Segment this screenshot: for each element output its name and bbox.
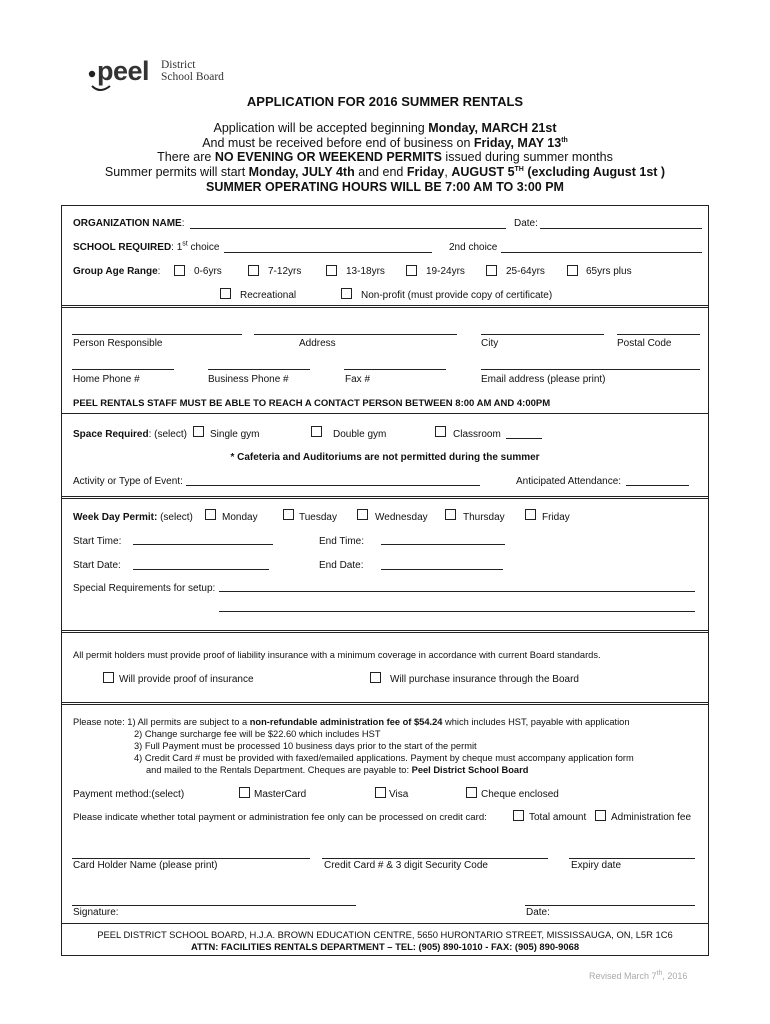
special-requirements-field-2[interactable]	[219, 611, 695, 612]
age-range-label: Group Age Range:	[73, 266, 161, 277]
person-label: Person Responsible	[73, 338, 163, 349]
org-name-field[interactable]	[190, 228, 506, 229]
business-phone-label: Business Phone #	[208, 374, 289, 385]
card-number-label: Credit Card # & 3 digit Security Code	[324, 860, 488, 871]
wednesday-checkbox[interactable]	[357, 509, 368, 520]
space-note: * Cafeteria and Auditoriums are not permitted during the summer	[230, 452, 540, 463]
age-label-7-12: 7-12yrs	[268, 266, 302, 277]
activity-label: Activity or Type of Event:	[73, 476, 183, 487]
monday-label: Monday	[222, 512, 258, 523]
special-requirements-field-1[interactable]	[219, 591, 695, 592]
date-field[interactable]	[540, 228, 702, 229]
weekday-label: Week Day Permit: (select)	[73, 512, 193, 523]
end-time-field[interactable]	[381, 544, 505, 545]
end-time-label: End Time:	[319, 536, 365, 547]
logo	[84, 56, 234, 96]
insurance-text: All permit holders must provide proof of liability insurance with a minimum coverage in accordance with current Board standards.	[73, 650, 601, 660]
payment-note-1: Please note: 1) All permits are subject to a non-refundable administration fee of $54.24 which includes HST, payable with application	[73, 717, 630, 727]
payment-note-3: 3) Full Payment must be processed 10 business days prior to the start of the permit	[134, 741, 477, 751]
expiry-label: Expiry date	[571, 860, 622, 871]
section-divider	[62, 923, 708, 924]
intro-line-3: There are NO EVENING OR WEEKEND PERMITS issued during summer months	[157, 150, 613, 164]
friday-checkbox[interactable]	[525, 509, 536, 520]
footer-address: PEEL DISTRICT SCHOOL BOARD, H.J.A. BROWN EDUCATION CENTRE, 5650 HURONTARIO STREET, MISSISSAUGA, ON, L5R 1C6	[97, 929, 673, 940]
end-date-label: End Date:	[319, 560, 364, 571]
home-phone-label: Home Phone #	[73, 374, 140, 385]
tuesday-label: Tuesday	[299, 512, 337, 523]
card-number-field[interactable]	[322, 858, 548, 859]
card-holder-label: Card Holder Name (please print)	[73, 860, 218, 871]
postal-label: Postal Code	[617, 338, 672, 349]
single-gym-checkbox[interactable]	[193, 426, 204, 437]
wednesday-label: Wednesday	[375, 512, 428, 523]
form-border	[61, 205, 709, 956]
second-choice-field[interactable]	[501, 252, 702, 253]
address-field[interactable]	[254, 334, 457, 335]
intro-line-4: Summer permits will start Monday, JULY 4th and end Friday, AUGUST 5TH (excluding August 1st )	[104, 165, 666, 179]
single-gym-label: Single gym	[210, 429, 260, 440]
attendance-label: Anticipated Attendance:	[516, 476, 622, 487]
date-label: Date:	[514, 218, 538, 229]
age-label-0-6: 0-6yrs	[194, 266, 222, 277]
nonprofit-checkbox[interactable]	[341, 288, 352, 299]
fax-label: Fax #	[345, 374, 371, 385]
school-required-label: SCHOOL REQUIRED: 1st choice	[73, 240, 220, 253]
page-title: APPLICATION FOR 2016 SUMMER RENTALS	[246, 94, 524, 109]
recreational-checkbox[interactable]	[220, 288, 231, 299]
signature-date-label: Date:	[526, 907, 550, 918]
section-divider	[62, 413, 708, 414]
special-requirements-label: Special Requirements for setup:	[73, 583, 216, 594]
payment-note-2: 2) Change surcharge fee will be $22.60 which includes HST	[134, 729, 381, 739]
age-checkbox-65-plus[interactable]	[567, 265, 578, 276]
thursday-checkbox[interactable]	[445, 509, 456, 520]
age-label-19-24: 19-24yrs	[426, 266, 465, 277]
purchase-insurance-label: Will purchase insurance through the Board	[390, 674, 579, 685]
end-date-field[interactable]	[381, 569, 503, 570]
age-label-25-64: 25-64yrs	[506, 266, 545, 277]
start-time-field[interactable]	[133, 544, 273, 545]
logo-line1: District	[161, 59, 196, 71]
age-checkbox-19-24[interactable]	[406, 265, 417, 276]
cheque-checkbox[interactable]	[466, 787, 477, 798]
payment-method-label: Payment method:(select)	[73, 789, 185, 800]
classroom-count-field[interactable]	[506, 438, 542, 439]
signature-date-field[interactable]	[525, 905, 695, 906]
classroom-checkbox[interactable]	[435, 426, 446, 437]
visa-checkbox[interactable]	[375, 787, 386, 798]
section-divider	[62, 702, 708, 705]
intro-line-1: Application will be accepted beginning Monday, MARCH 21st	[213, 121, 557, 135]
classroom-label: Classroom	[453, 429, 501, 440]
age-checkbox-13-18[interactable]	[326, 265, 337, 276]
monday-checkbox[interactable]	[205, 509, 216, 520]
fax-field[interactable]	[344, 369, 446, 370]
expiry-field[interactable]	[569, 858, 695, 859]
age-checkbox-0-6[interactable]	[174, 265, 185, 276]
age-label-65-plus: 65yrs plus	[586, 266, 632, 277]
city-label: City	[481, 338, 499, 349]
admin-fee-checkbox[interactable]	[595, 810, 606, 821]
double-gym-checkbox[interactable]	[311, 426, 322, 437]
attendance-field[interactable]	[626, 485, 689, 486]
email-label: Email address (please print)	[481, 374, 606, 385]
payment-note-5: and mailed to the Rentals Department. Cheques are payable to: Peel District School Board	[146, 765, 529, 775]
person-field[interactable]	[72, 334, 242, 335]
age-label-13-18: 13-18yrs	[346, 266, 385, 277]
first-choice-field[interactable]	[224, 252, 432, 253]
logo-brand: peel	[97, 56, 150, 86]
business-phone-field[interactable]	[208, 369, 310, 370]
visa-label: Visa	[389, 789, 409, 800]
mastercard-checkbox[interactable]	[239, 787, 250, 798]
age-checkbox-7-12[interactable]	[248, 265, 259, 276]
start-time-label: Start Time:	[73, 536, 122, 547]
card-holder-field[interactable]	[72, 858, 310, 859]
city-field[interactable]	[481, 334, 604, 335]
proof-insurance-checkbox[interactable]	[103, 672, 114, 683]
space-required-label: Space Required: (select)	[73, 429, 187, 440]
start-date-field[interactable]	[133, 569, 269, 570]
section-divider	[62, 305, 708, 308]
email-field[interactable]	[481, 369, 700, 370]
nonprofit-label: Non-profit (must provide copy of certificate)	[361, 290, 553, 301]
total-amount-checkbox[interactable]	[513, 810, 524, 821]
total-amount-label: Total amount	[529, 812, 587, 823]
mastercard-label: MasterCard	[254, 789, 307, 800]
org-name-label: ORGANIZATION NAME:	[73, 218, 185, 229]
thursday-label: Thursday	[463, 512, 505, 523]
start-date-label: Start Date:	[73, 560, 121, 571]
intro-line-2: And must be received before end of business on Friday, MAY 13th	[202, 136, 568, 150]
section-divider	[62, 630, 708, 633]
home-phone-field[interactable]	[72, 369, 174, 370]
logo-line2: School Board	[161, 71, 224, 83]
age-checkbox-25-64[interactable]	[486, 265, 497, 276]
proof-insurance-label: Will provide proof of insurance	[119, 674, 254, 685]
admin-fee-label: Administration fee	[611, 812, 692, 823]
recreational-label: Recreational	[240, 290, 297, 301]
section-divider	[62, 496, 708, 499]
signature-field[interactable]	[72, 905, 356, 906]
footer-attn: ATTN: FACILITIES RENTALS DEPARTMENT – TEL: (905) 890-1010 - FAX: (905) 890-9068	[190, 941, 580, 952]
card-indicate-label: Please indicate whether total payment or administration fee only can be processed on credit card:	[73, 812, 487, 823]
tuesday-checkbox[interactable]	[283, 509, 294, 520]
address-label: Address	[299, 338, 336, 349]
payment-note-4: 4) Credit Card # must be provided with faxed/emailed applications. Payment by cheque must accompany application form	[134, 753, 634, 763]
friday-label: Friday	[542, 512, 570, 523]
double-gym-label: Double gym	[333, 429, 387, 440]
postal-field[interactable]	[617, 334, 700, 335]
revised-date: Revised March 7th, 2016	[589, 970, 688, 981]
contact-notice: PEEL RENTALS STAFF MUST BE ABLE TO REACH A CONTACT PERSON BETWEEN 8:00 AM AND 4:00PM	[73, 398, 551, 409]
second-choice-label: 2nd choice	[449, 242, 498, 253]
activity-field[interactable]	[186, 485, 480, 486]
purchase-insurance-checkbox[interactable]	[370, 672, 381, 683]
intro-line-5: SUMMER OPERATING HOURS WILL BE 7:00 AM TO 3:00 PM	[206, 180, 564, 194]
cheque-label: Cheque enclosed	[481, 789, 559, 800]
signature-label: Signature:	[73, 907, 119, 918]
